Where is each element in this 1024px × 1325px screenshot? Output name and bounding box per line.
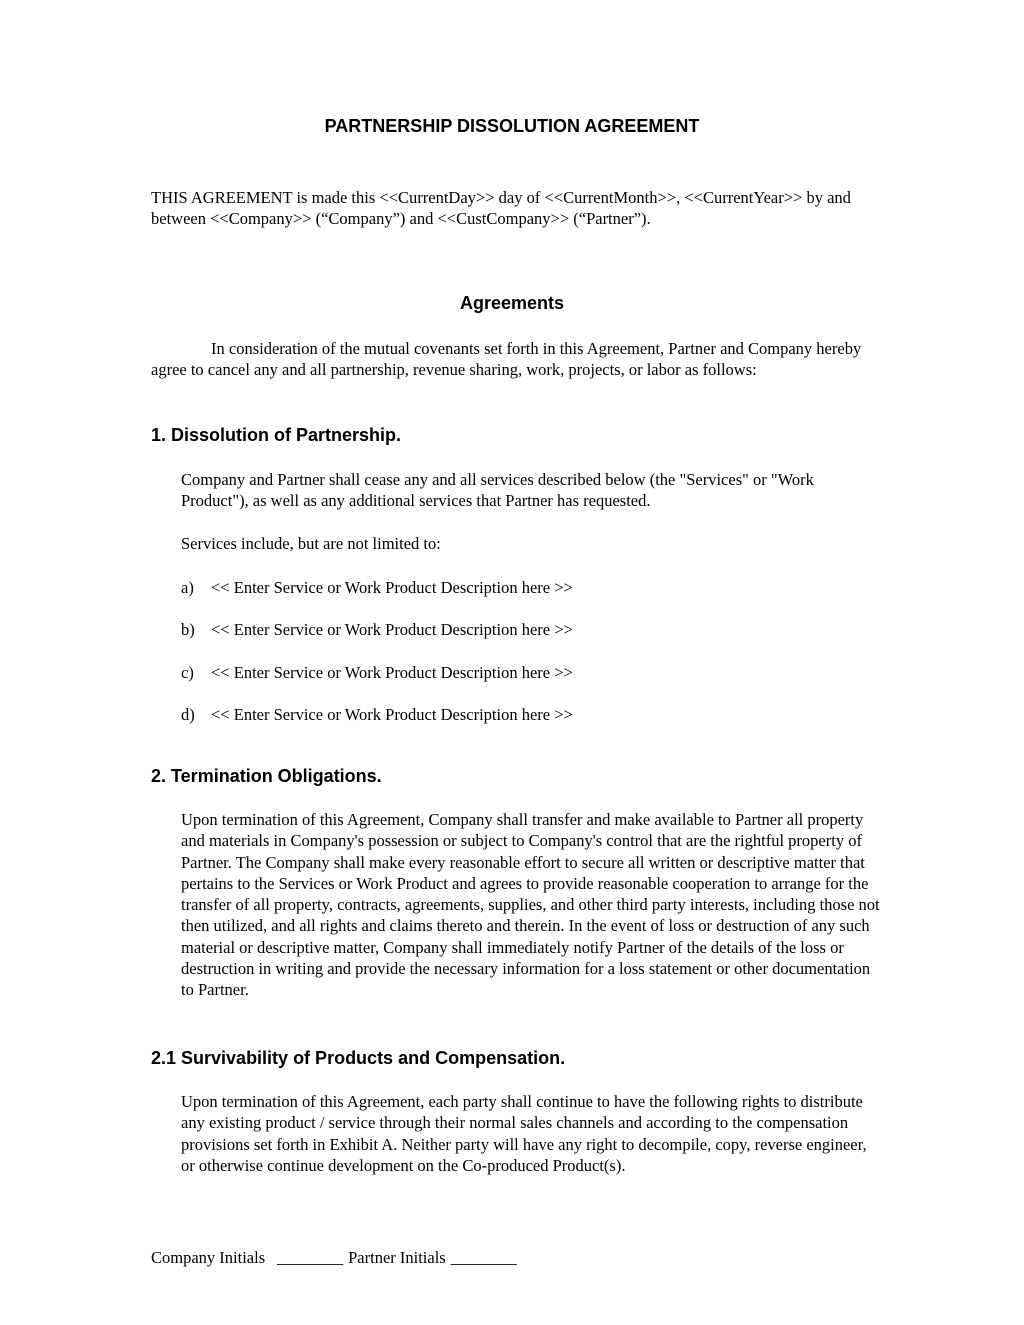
section-2-heading: 2. Termination Obligations.: [151, 766, 382, 786]
list-item-marker: d): [181, 705, 195, 724]
section-2-paragraph: Upon termination of this Agreement, Company shall transfer and make available to Partner all property and materials in Company's possession or subject to Company's control that are the rightful property of Partner. The Company shall make every reasonable effort to secure all written or descriptive matter that pertains to the Services or Work Product and agrees to provide reasonable cooperation to arrange for the transfer of all property, contracts, agreements, supplies, and other third party interests, including those not then utilized, and all rights and claims thereto and therein. In the event of loss or destruction of any such material or descriptive matter, Company shall immediately notify Partner of the details of the loss or destruction in writing and provide the necessary information for a loss statement or other documentation to Partner.: [181, 810, 880, 1000]
list-item-text: << Enter Service or Work Product Description here >>: [211, 663, 573, 682]
service-list-item-a: [181, 577, 881, 598]
list-item-text: << Enter Service or Work Product Description here >>: [211, 705, 573, 724]
intro-paragraph: THIS AGREEMENT is made this <<CurrentDay>> day of <<CurrentMonth>>, <<CurrentYear>> by and between <<Company>> (“Company”) and <<CustCompany>> (“Partner”).: [151, 188, 851, 229]
list-item-marker: c): [181, 663, 194, 682]
agreements-paragraph: In consideration of the mutual covenants set forth in this Agreement, Partner and Company hereby agree to cancel any and all partnership, revenue sharing, work, projects, or labor as follows:: [151, 339, 862, 380]
agreements-heading: Agreements: [459, 293, 565, 313]
section-1-heading: 1. Dissolution of Partnership.: [151, 425, 402, 445]
partner-initials-blank: ________: [450, 1248, 517, 1267]
company-initials-label: Company Initials: [151, 1248, 266, 1267]
list-item-text: << Enter Service or Work Product Description here >>: [211, 620, 573, 639]
service-list-item-c: [181, 662, 881, 683]
list-item-marker: b): [181, 620, 195, 639]
service-list-item-b: [181, 619, 881, 640]
document-title: PARTNERSHIP DISSOLUTION AGREEMENT: [324, 116, 700, 136]
page-footer: [151, 1247, 877, 1268]
section-2-1-heading: 2.1 Survivability of Products and Compensation.: [151, 1048, 566, 1068]
company-initials-blank: ________: [277, 1248, 344, 1267]
list-item-marker: a): [181, 578, 194, 597]
section-1-paragraph-2: Services include, but are not limited to:: [181, 534, 441, 553]
section-1-paragraph-1: Company and Partner shall cease any and all services described below (the "Services" or "Work Product"), as well as any additional services that Partner has requested.: [181, 470, 814, 511]
partner-initials-label: Partner Initials: [348, 1248, 446, 1267]
service-list-item-d: [181, 704, 881, 725]
list-item-text: << Enter Service or Work Product Description here >>: [211, 578, 573, 597]
section-2-1-paragraph: Upon termination of this Agreement, each party shall continue to have the following rights to distribute any existing product / service through their normal sales channels and according to the compensation provisions set forth in Exhibit A. Neither party will have any right to decompile, copy, reverse engineer, or otherwise continue development on the Co-produced Product(s).: [181, 1092, 867, 1175]
